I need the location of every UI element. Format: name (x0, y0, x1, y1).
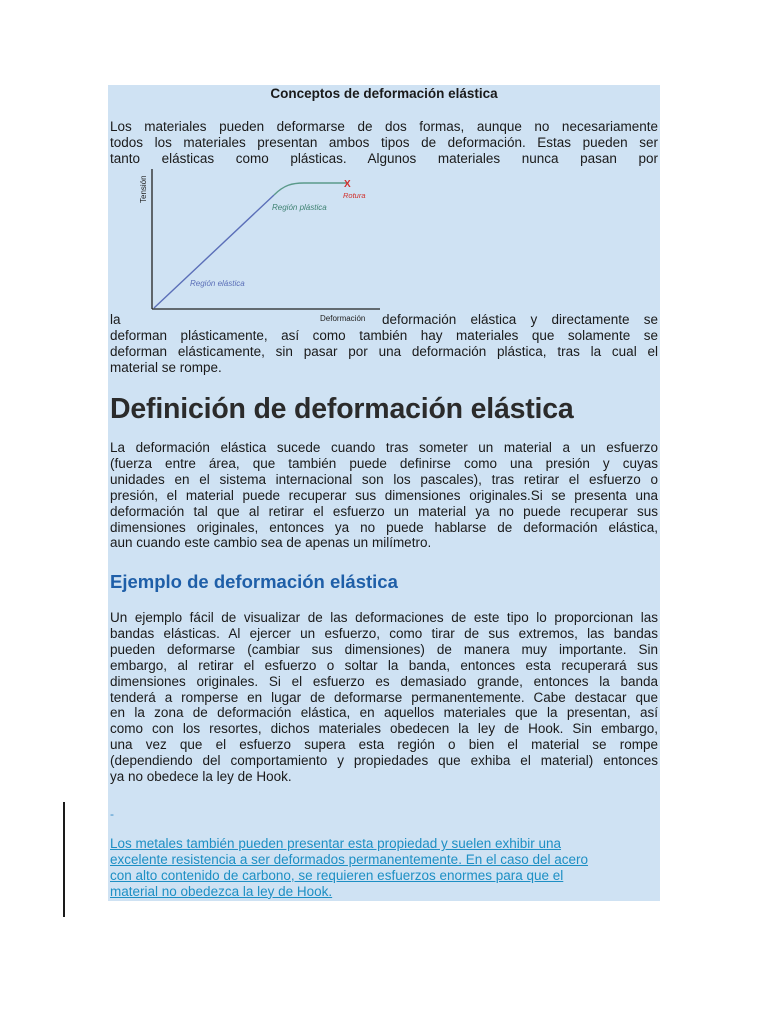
stress-strain-graph (134, 167, 384, 323)
document-block (108, 85, 660, 901)
text-word-la: la (110, 312, 121, 327)
text-line: una vez que el esfuerzo supera esta región o bien el material se rompe (110, 737, 658, 753)
text-line: La deformación elástica sucede cuando tras someter un material a un esfuerzo (110, 440, 658, 455)
text-line: material se rompe. (110, 359, 222, 375)
text-line: (fuerza entre área, que también puede definirse como una presión y cuyas (110, 455, 658, 471)
plastic-curve (274, 183, 348, 195)
text-line: deforman elásticamente, sin pasar por una deformación plástica, tras la cual el (110, 343, 658, 359)
definition-paragraph (110, 440, 658, 551)
link-line[interactable]: material no obedezca la ley de Hook. (110, 883, 333, 899)
text-line: dimensiones originales. Si el esfuerzo es demasiado grande, entonces la banda (110, 673, 658, 689)
y-axis-label: Tensión (139, 175, 148, 203)
text-line: ya no obedece la ley de Hook. (110, 769, 292, 785)
after-graph-paragraph (110, 328, 658, 376)
subsection-heading: Ejemplo de deformación elástica (110, 571, 398, 592)
document-title: Conceptos de deformación elástica (270, 86, 498, 101)
margin-change-bar (63, 802, 65, 917)
elastic-region-label: Región elástica (190, 279, 245, 288)
text-line: unidades en el sistema internacional son los pascales), tras retirar el esfuerzo o (110, 471, 658, 487)
text-line: deforman plásticamente, así como también hay materiales que solamente se (110, 328, 658, 343)
text-line: como con los resortes, dichos materiales obedecen la ley de Hook. Sin embargo, (110, 721, 658, 737)
link-line[interactable]: Los metales también pueden presentar esta propiedad y suelen exhibir una (110, 836, 562, 851)
link-line[interactable]: excelente resistencia a ser deformados permanentemente. En el caso del acero (110, 851, 589, 867)
text-line: embargo, al retirar el esfuerzo o soltar la banda, entonces esta recuperará sus (110, 657, 658, 673)
text-line: bandas elásticas. Al ejercer un esfuerzo, como tirar de sus extremos, las bandas (110, 625, 658, 641)
metals-link[interactable] (110, 836, 658, 900)
text-line: aun cuando este cambio sea de apenas un milímetro. (110, 535, 432, 551)
text-line: deformación tal que al retirar el esfuerzo un material ya no puede recuperar sus (110, 503, 658, 519)
rupture-label: Rotura (343, 191, 366, 200)
link-line[interactable]: con alto contenido de carbono, se requieren esfuerzos enormes para que el (110, 867, 564, 883)
rupture-mark: X (344, 179, 351, 190)
plastic-region-label: Región plástica (272, 203, 327, 212)
example-paragraph (110, 610, 658, 785)
text-line: todos los materiales presentan ambos tipos de deformación. Estas pueden ser (110, 134, 658, 150)
dash-marker: - (110, 807, 114, 821)
text-line: deformación elástica y directamente se (382, 312, 658, 327)
text-line: dimensiones originales, entonces ya no puede hablarse de deformación elástica, (110, 519, 658, 535)
section-heading: Definición de deformación elástica (110, 393, 574, 425)
text-line: Un ejemplo fácil de visualizar de las deformaciones de este tipo lo proporcionan las (110, 610, 658, 625)
text-line: presión, el material puede recuperar sus dimensiones originales.Si se presenta una (110, 487, 658, 503)
text-line: (dependiendo del comportamiento y propiedades que exhiba el material) entonces (110, 753, 658, 769)
text-line: pueden deformarse (cambiar sus dimensiones) de manera muy importante. Sin (110, 641, 658, 657)
intro-paragraph (110, 119, 658, 167)
x-axis-label: Deformación (320, 314, 366, 323)
text-line: tanto elásticas como plásticas. Algunos materiales nunca pasan por (110, 150, 658, 166)
text-line: tenderá a romperse en lugar de deformarse permanentemente. Cabe destacar que (110, 689, 658, 705)
elastic-curve (154, 195, 274, 308)
text-line: Los materiales pueden deformarse de dos formas, aunque no necesariamente (110, 119, 658, 134)
text-line: en la zona de deformación elástica, en aquellos materiales que la presentan, así (110, 705, 658, 721)
